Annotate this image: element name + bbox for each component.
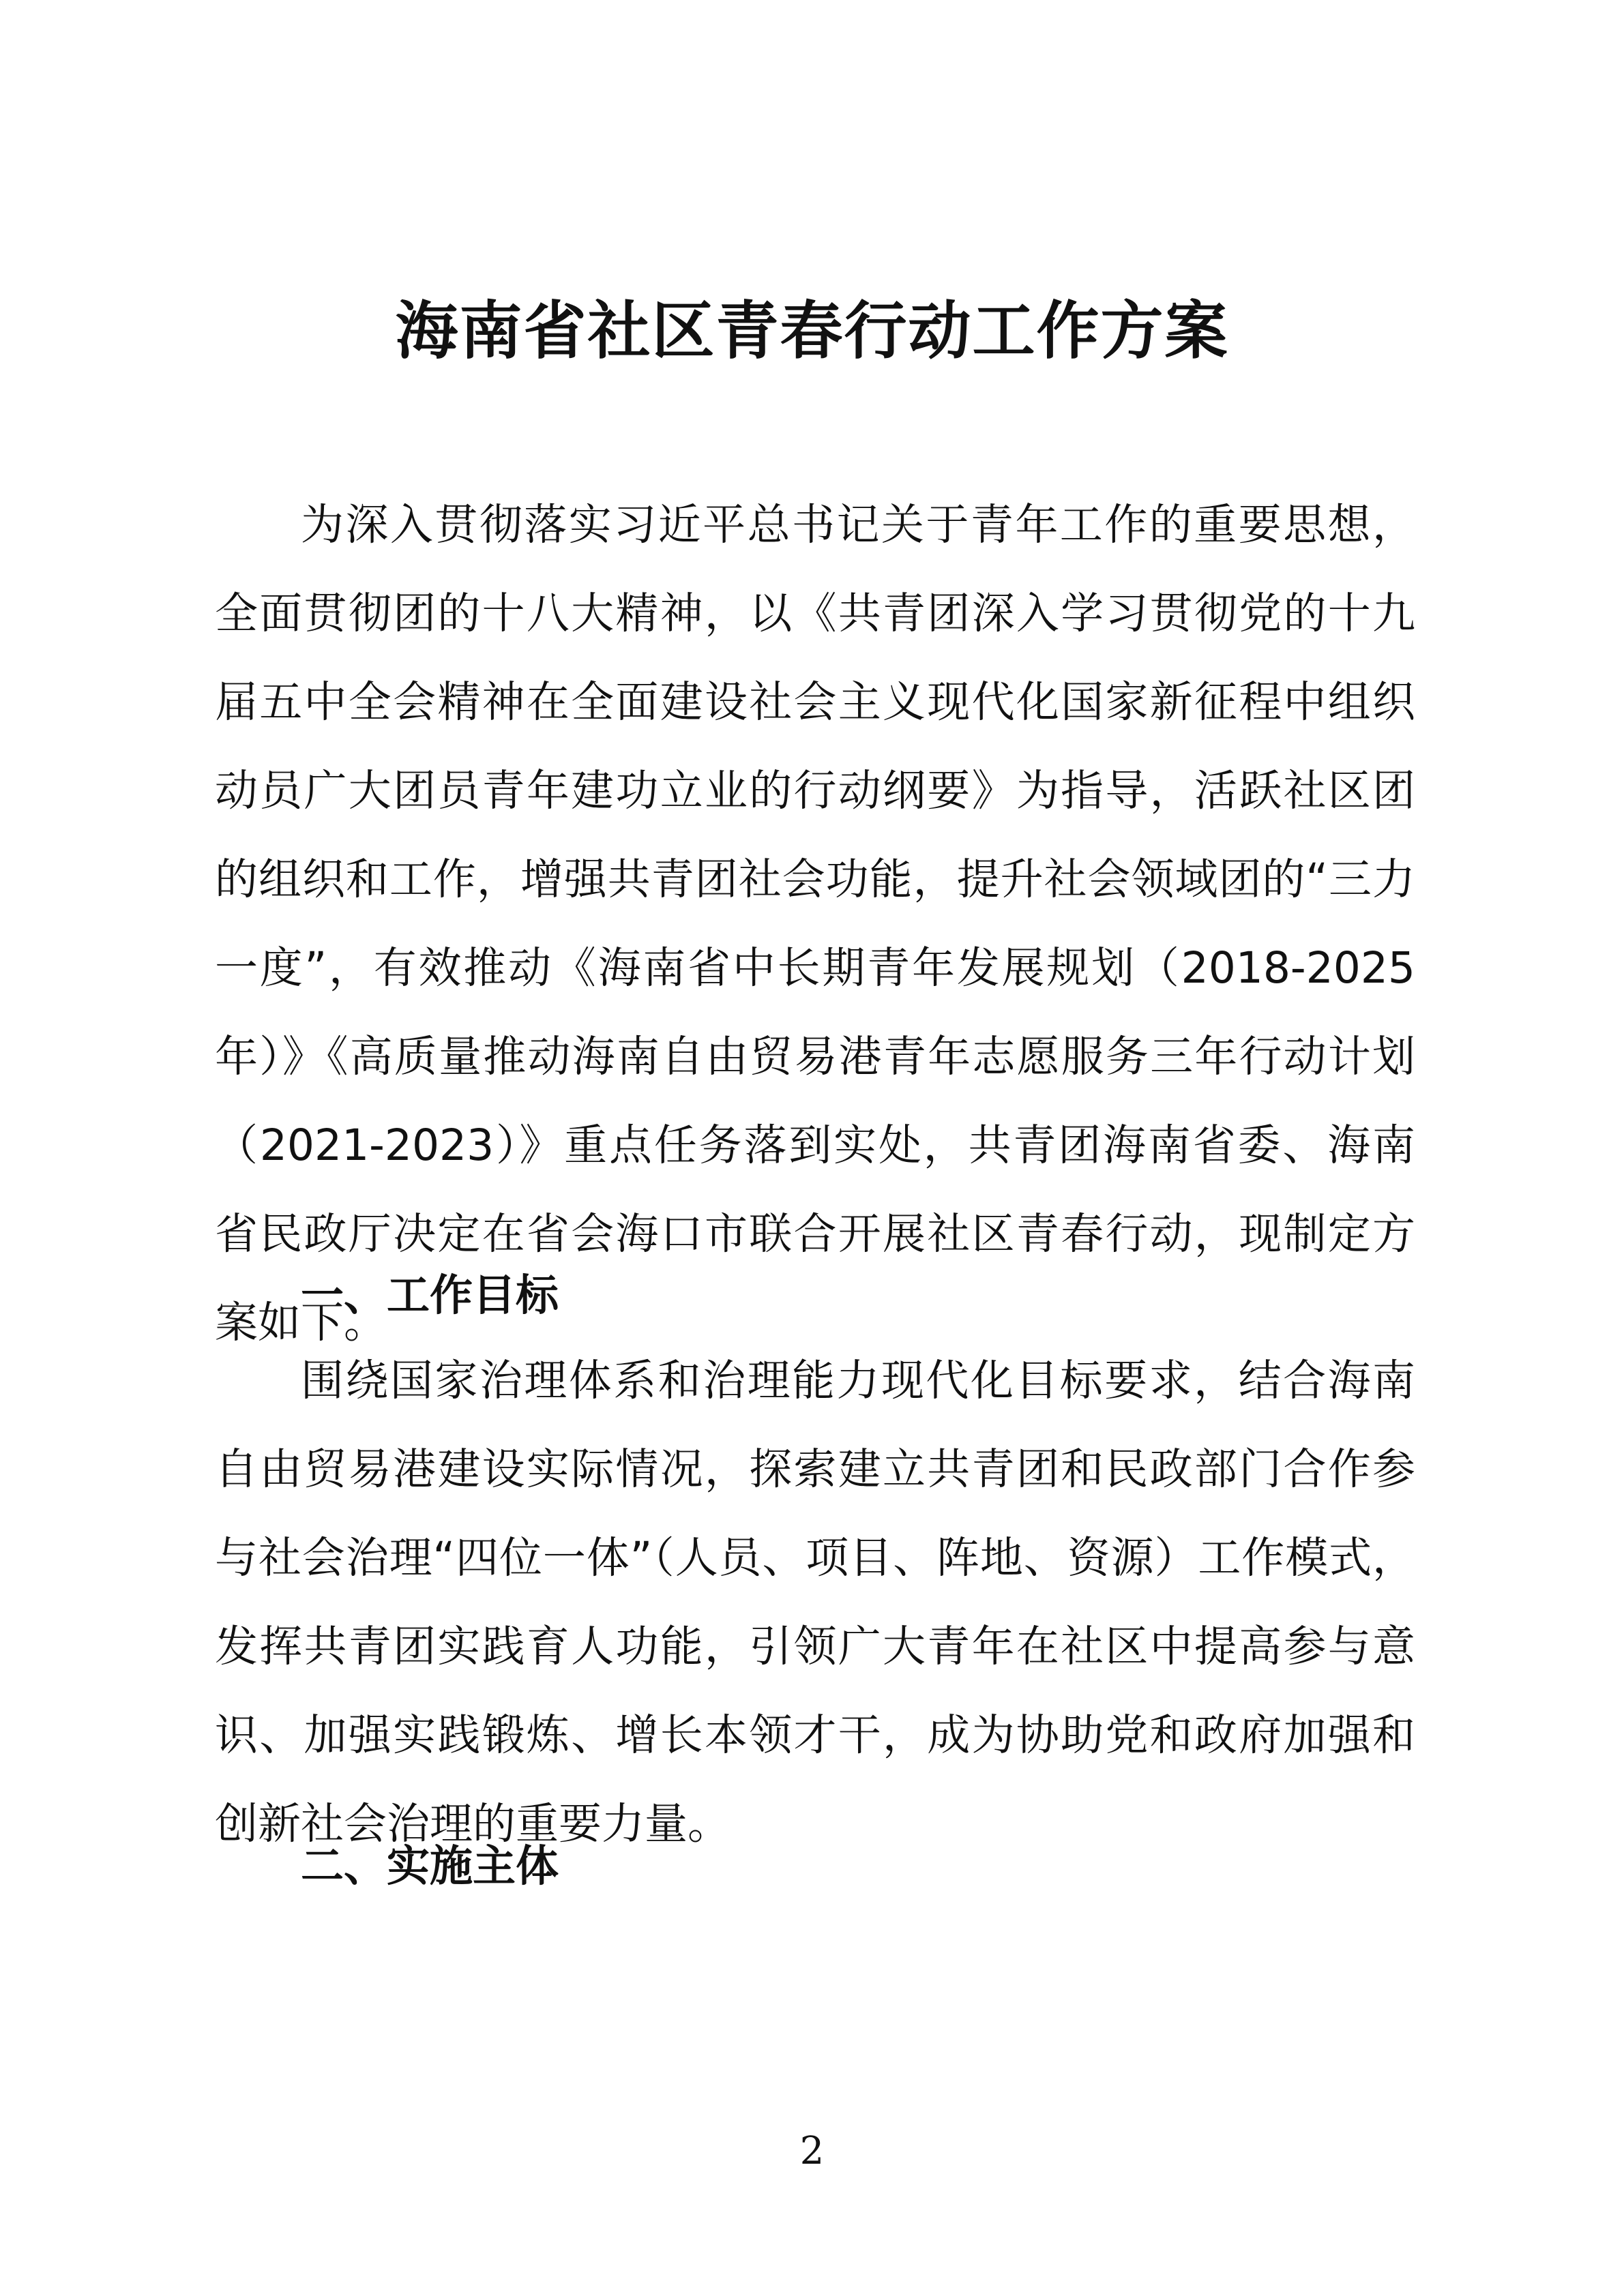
section-heading-implementers: 二、实施主体	[301, 1841, 559, 1891]
intro-paragraph: 为深入贯彻落实习近平总书记关于青年工作的重要思想，全面贯彻团的十八大精神，以《共青团深入学习贯彻党的十九届五中全会精神在全面建设社会主义现代化国家新征程中组织动员广大团员青年建功立业的行动纲要》为指导，活跃社区团的组织和工作，增强共青团社会功能，提升社会领域团的“三力一度”，有效推动《海南省中长期青年发展规划（2018-2025 年）》《高质量推动海南自由贸易港青年志愿服务三年行动计划（2021-2023）》重点任务落到实处，共青团海南省委、海南省民政厅决定在省会海口市联合开展社区青春行动，现制定方案如下。	[215, 500, 1415, 1347]
document-title: 海南省社区青春行动工作方案	[395, 294, 1229, 368]
page-number: 2	[799, 2129, 825, 2173]
section-heading-goals: 一、工作目标	[301, 1270, 559, 1320]
goals-paragraph: 围绕国家治理体系和治理能力现代化目标要求，结合海南自由贸易港建设实际情况，探索建立共青团和民政部门合作参与社会治理“四位一体”（人员、项目、阵地、资源）工作模式，发挥共青团实践育人功能，引领广大青年在社区中提高参与意识、加强实践锻炼、增长本领才干，成为协助党和政府加强和创新社会治理的重要力量。	[215, 1356, 1415, 1849]
